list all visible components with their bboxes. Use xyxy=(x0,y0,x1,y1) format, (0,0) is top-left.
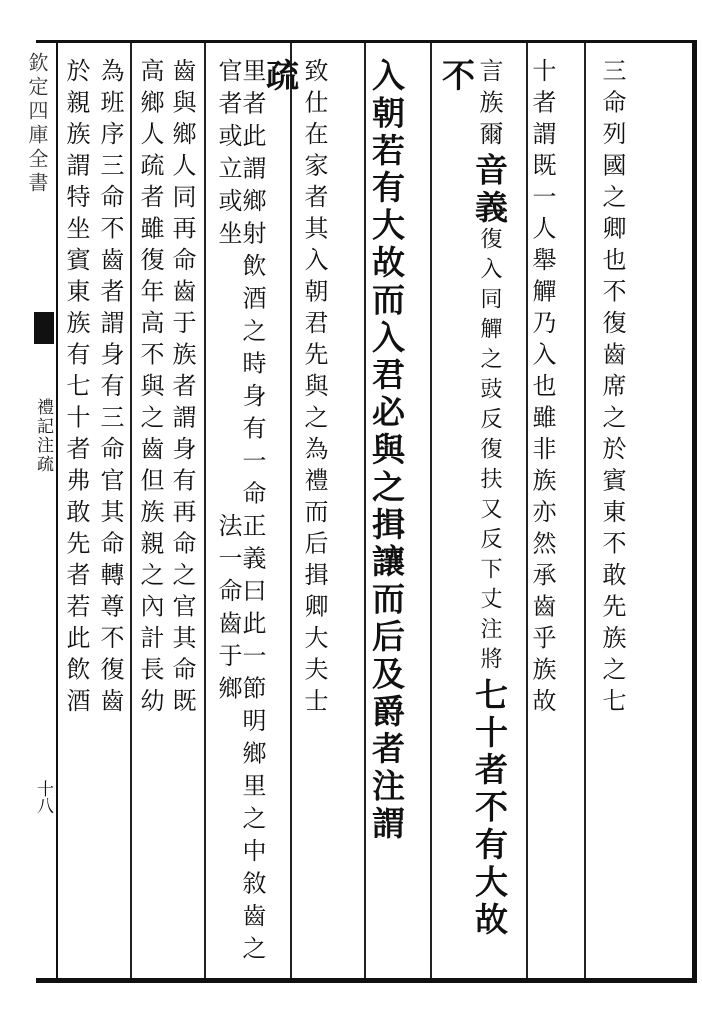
text-column-6 xyxy=(212,58,300,968)
text-column-8: 高鄉人疏者雖復年高不與之齒但族親之內計長幼 xyxy=(136,58,164,720)
shu-label: 疏 xyxy=(261,58,300,96)
commentary-line-right: 正義曰此一節明鄉里之中敘齒之法一命齒于鄉 xyxy=(214,513,266,968)
column-divider xyxy=(204,43,206,978)
text-column-9: 為班序三命不齒者謂身有三命官其命轉尊不復齒 xyxy=(96,58,124,720)
column-divider xyxy=(430,43,432,978)
column-divider xyxy=(364,43,366,978)
frame-bottom-border xyxy=(36,978,696,983)
note-line-left: 復入同觶之豉反 xyxy=(477,227,502,438)
frame-right-border xyxy=(692,40,697,983)
interlinear-note xyxy=(474,227,500,677)
text-column-4: 入朝若有大故而入君必與之揖讓而后及爵者注謂 xyxy=(367,58,406,844)
text-column-2: 十者謂既一人舉觶乃入也雖非族亦然承齒乎族故 xyxy=(528,58,556,720)
note-line-right: 復扶又反下丈注將 xyxy=(477,437,502,678)
margin-page-number: 十八 xyxy=(33,780,53,814)
text-column-5: 致仕在家者其入朝君先與之為禮而后揖卿大夫士 xyxy=(300,58,328,720)
column-divider xyxy=(130,43,132,978)
column-3-text: 言族爾 xyxy=(475,58,503,153)
margin-series-title: 欽定四庫全書 xyxy=(25,52,49,196)
frame-top-border xyxy=(36,40,696,43)
column-divider xyxy=(584,43,586,978)
yinyi-label: 音義 xyxy=(470,152,509,228)
text-column-10: 於親族謂特坐賓東族有七十者弗敢先者若此飲酒 xyxy=(62,58,90,720)
commentary-line-left: 里者此謂鄉射飲酒之時身有一命官者或立或坐 xyxy=(214,58,266,513)
column-3-main-text: 七十者不有大故不 xyxy=(437,58,509,940)
text-column-7: 齒與鄉人同再命齒于族者謂身有再命之官其命既 xyxy=(168,58,196,720)
margin-book-title: 禮記注疏 xyxy=(33,398,53,474)
margin-divider xyxy=(56,40,58,983)
margin-fishtail-mark xyxy=(34,312,54,344)
text-column-1: 三命列國之卿也不復齒席之於賓東不敢先族之七 xyxy=(598,58,626,720)
commentary-double-line xyxy=(212,58,264,968)
text-column-3 xyxy=(437,58,509,968)
